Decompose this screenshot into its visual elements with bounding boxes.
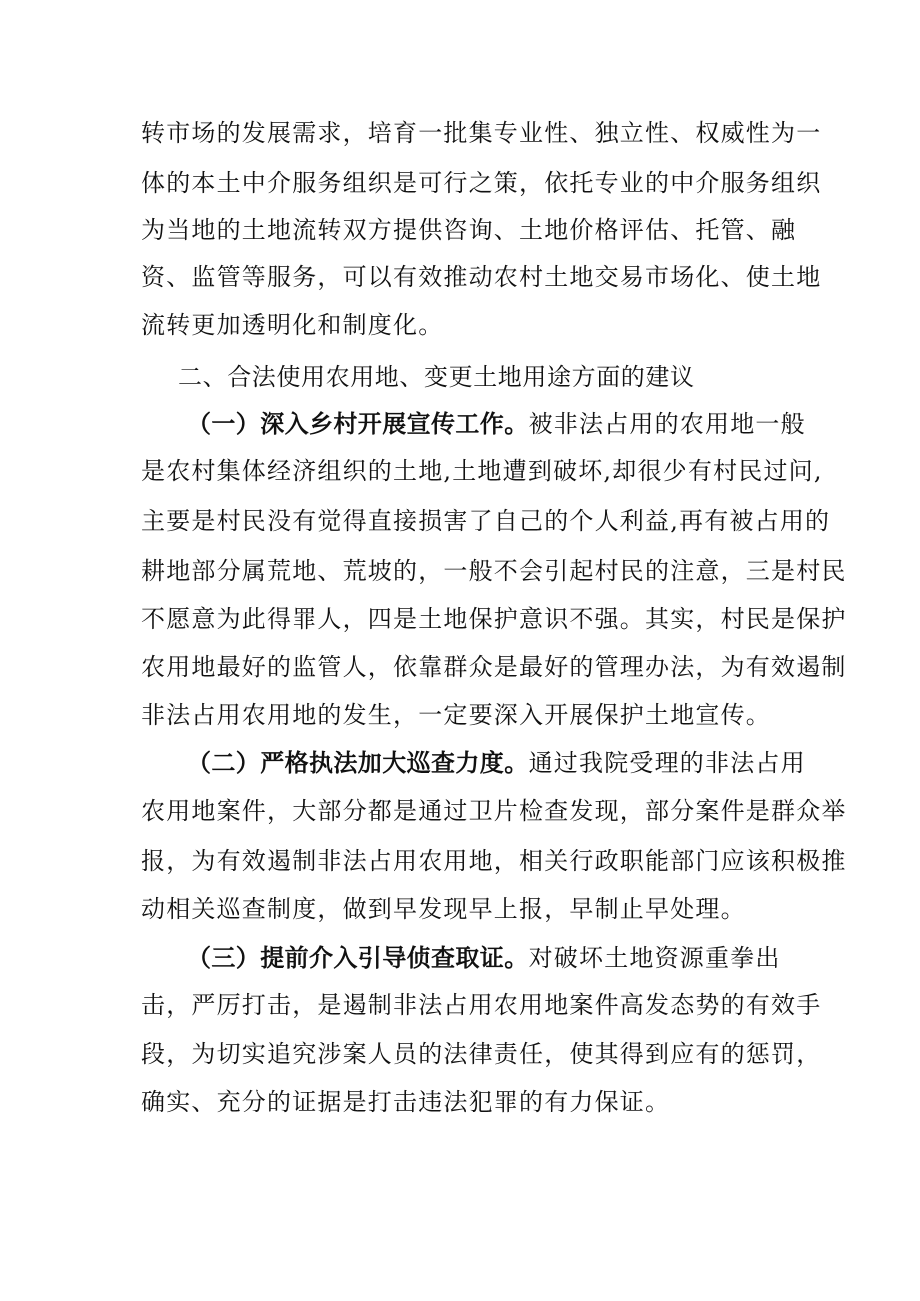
subsection-text: 被非法占用的农用地一般 bbox=[528, 410, 806, 438]
paragraph-line: 流转更加透明化和制度化。 bbox=[141, 311, 444, 339]
paragraph-line: 报，为有效遏制非法占用农用地，相关行政职能部门应该积极推 bbox=[141, 847, 847, 875]
section-heading: 二、合法使用农用地、变更土地用途方面的建议 bbox=[178, 363, 695, 391]
paragraph-line: 是农村集体经济组织的土地,土地遭到破坏,却很少有村民过问, bbox=[141, 457, 823, 485]
paragraph-line: 耕地部分属荒地、荒坡的，一般不会引起村民的注意，三是村民 bbox=[141, 557, 847, 585]
subsection-title: （一）深入乡村开展宣传工作。 bbox=[187, 410, 529, 438]
subsection-first-line bbox=[187, 748, 806, 778]
paragraph-line: 体的本土中介服务组织是可行之策，依托专业的中介服务组织 bbox=[141, 169, 822, 197]
paragraph-line: 非法占用农用地的发生，一定要深入开展保护土地宣传。 bbox=[141, 701, 771, 729]
subsection-first-line bbox=[187, 409, 806, 439]
paragraph-line: 不愿意为此得罪人，四是土地保护意识不强。其实，村民是保护 bbox=[141, 605, 847, 633]
paragraph-line: 农用地案件，大部分都是通过卫片检查发现，部分案件是群众举 bbox=[141, 797, 847, 825]
subsection-title: （三）提前介入引导侦查取证。 bbox=[187, 944, 529, 972]
paragraph-line: 击，严厉打击，是遏制非法占用农用地案件高发态势的有效手 bbox=[141, 991, 822, 1019]
subsection-text: 通过我院受理的非法占用 bbox=[528, 749, 806, 777]
paragraph-line: 转市场的发展需求，培育一批集专业性、独立性、权威性为一 bbox=[141, 119, 822, 147]
paragraph-line: 农用地最好的监管人，依靠群众是最好的管理办法，为有效遏制 bbox=[141, 653, 847, 681]
subsection-first-line bbox=[187, 943, 781, 973]
subsection-title: （二）严格执法加大巡查力度。 bbox=[187, 749, 529, 777]
paragraph-line: 为当地的土地流转双方提供咨询、土地价格评估、托管、融 bbox=[141, 216, 797, 244]
paragraph-line: 段，为切实追究涉案人员的法律责任，使其得到应有的惩罚， bbox=[141, 1040, 822, 1068]
paragraph-line: 动相关巡查制度，做到早发现早上报，早制止早处理。 bbox=[141, 895, 746, 923]
paragraph-line: 确实、充分的证据是打击违法犯罪的有力保证。 bbox=[141, 1088, 671, 1116]
subsection-text: 对破坏土地资源重拳出 bbox=[528, 944, 781, 972]
paragraph-line: 主要是村民没有觉得直接损害了自己的个人利益,再有被占用的 bbox=[141, 507, 831, 535]
paragraph-line: 资、监管等服务，可以有效推动农村土地交易市场化、使土地 bbox=[141, 263, 822, 291]
